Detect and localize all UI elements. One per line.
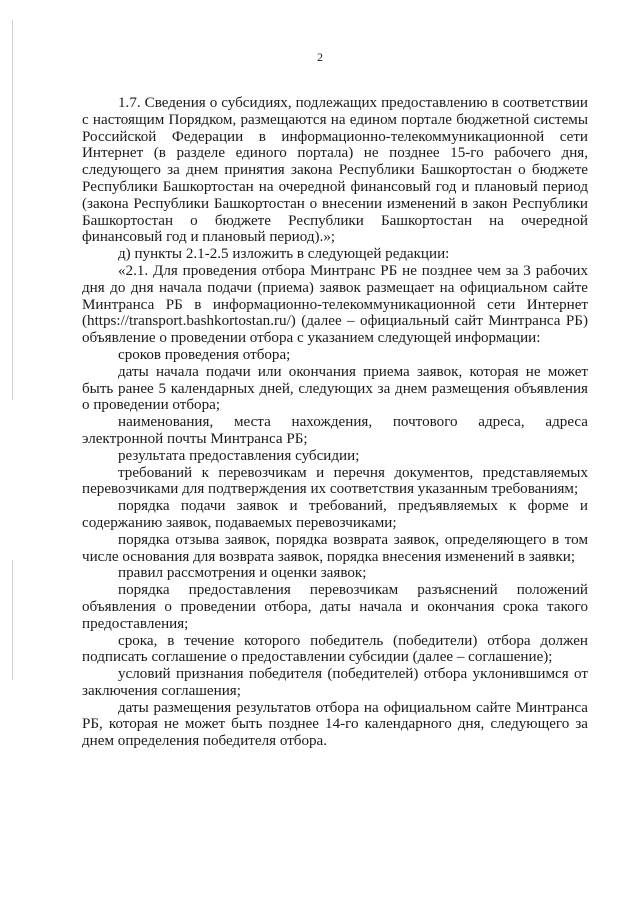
list-item: даты размещения результатов отбора на официальном сайте Минтранса РБ, которая не может быть позднее 14-го календарного дня, следующего за днем определения победителя отбора. bbox=[82, 699, 588, 750]
list-item: требований к перевозчикам и перечня документов, представляемых перевозчиками для подтверждения их соответствия указанным требованиям; bbox=[82, 464, 588, 498]
paragraph-amendment-d: д) пункты 2.1-2.5 изложить в следующей редакции: bbox=[118, 246, 450, 263]
list-item: порядка предоставления перевозчикам разъяснений положений объявления о проведении отбора, даты начала и окончания срока такого предоставления; bbox=[82, 582, 588, 632]
list-item: наименования, места нахождения, почтового адреса, адреса электронной почты Минтранса РБ; bbox=[82, 414, 588, 447]
list-item: даты начала подачи или окончания приема заявок, которая не может быть ранее 5 календарных дней, следующих за днем размещения объявления о проведении отбора; bbox=[82, 363, 588, 414]
list-item: срока, в течение которого победитель (победители) отбора должен подписать соглашение о предоставлении субсидии (далее – соглашение); bbox=[82, 632, 588, 666]
scan-margin-line bbox=[12, 20, 13, 400]
paragraph-2-1: «2.1. Для проведения отбора Минтранс РБ не позднее чем за 3 рабочих дня до дня начала подачи (приема) заявок размещает на официальном сайте Минтранса РБ в информационно-телекоммуникационной сети Интернет (https://transport.bashkortostan.ru/) (далее – официальный сайт Минтранса РБ) объявление о проведении отбора с указанием следующей информации: bbox=[82, 262, 588, 347]
list-item: условий признания победителя (победителей) отбора уклонившимся от заключения соглашения; bbox=[82, 666, 588, 699]
scan-margin-line bbox=[12, 560, 13, 680]
page-number: 2 bbox=[317, 50, 323, 64]
paragraph-1-7: 1.7. Сведения о субсидиях, подлежащих предоставлению в соответствии с настоящим Порядком, размещаются на едином портале бюджетной системы Российской Федерации в информационно-телекоммуникационной сети Интернет (в разделе единого портала) не позднее 15-го рабочего дня, следующего за днем принятия закона Республики Башкортостан о бюджете Республики Башкортостан на очередной финансовый год и плановый период (закона Республики Башкортостан о внесении изменений в закон Республики Башкортостан о бюджете Республики Башкортостан на очередной финансовый год и плановый период).»; bbox=[82, 95, 588, 246]
list-item: сроков проведения отбора; bbox=[118, 346, 291, 363]
list-item: результата предоставления субсидии; bbox=[118, 447, 360, 464]
list-item: правил рассмотрения и оценки заявок; bbox=[118, 565, 367, 582]
document-body bbox=[82, 95, 588, 750]
list-item: порядка отзыва заявок, порядка возврата заявок, определяющего в том числе основания для возврата заявок, порядка внесения изменений в заявки; bbox=[82, 531, 588, 565]
list-item: порядка подачи заявок и требований, предъявляемых к форме и содержанию заявок, подаваемых перевозчиками; bbox=[82, 498, 588, 531]
